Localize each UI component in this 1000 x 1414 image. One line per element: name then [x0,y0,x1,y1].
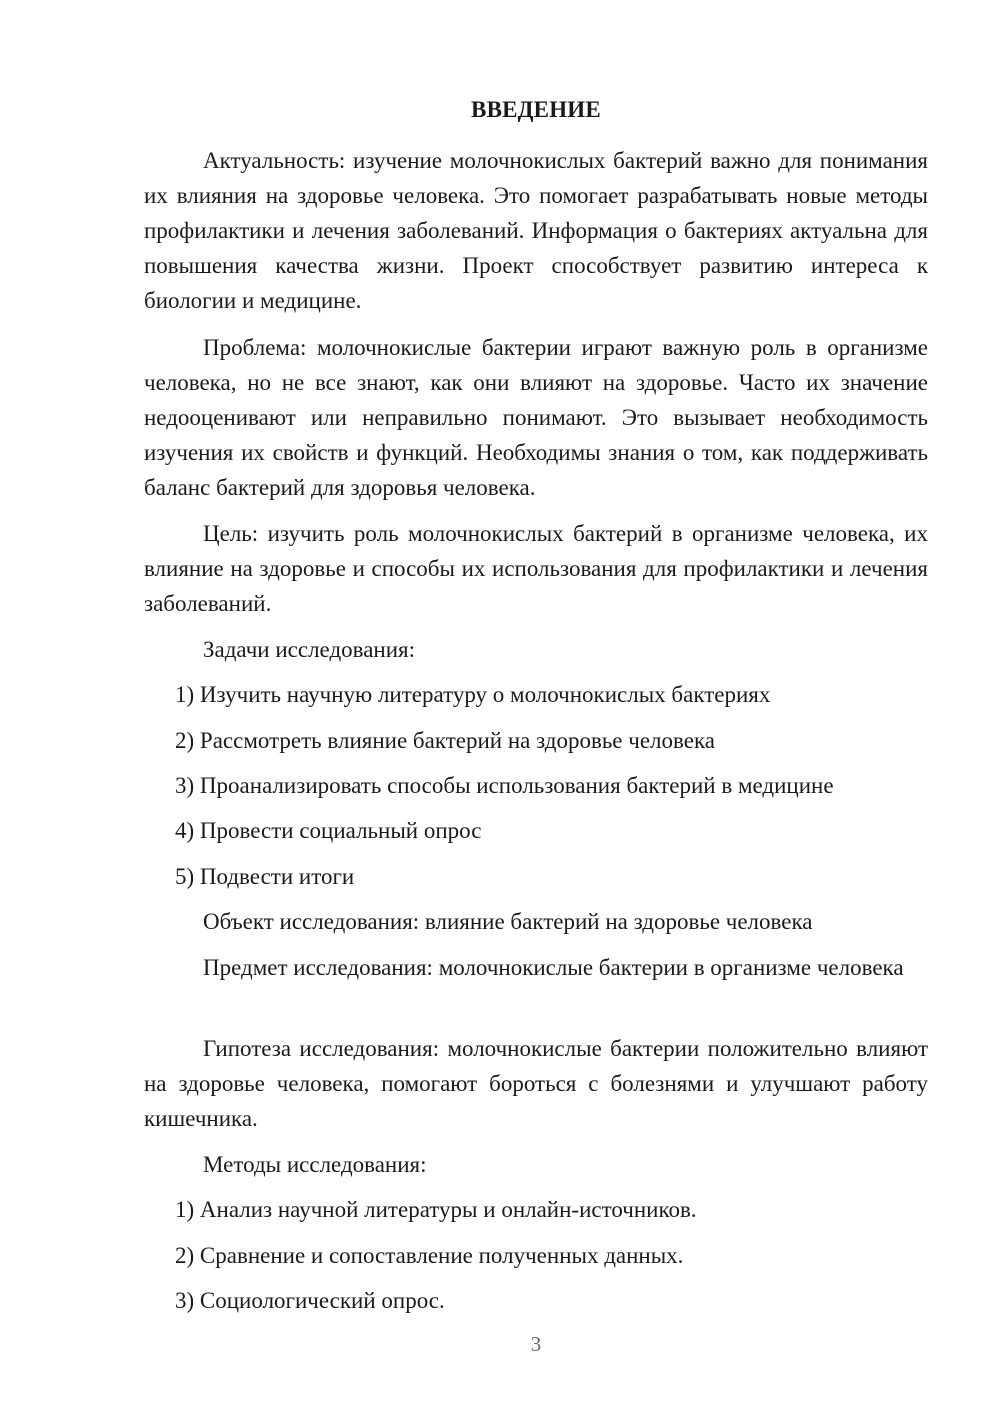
relevance-paragraph: Актуальность: изучение молочнокислых бактерий важно для понимания их влияния на здоровье человека. Это помогает разрабатывать новые методы профилактики и лечения заболеваний. Информация о бактериях актуальна для повышения качества жизни. Проект способствует развитию интереса к биологии и медицине. [144,148,928,313]
task-item-5: 5) Подвести итоги [175,864,355,889]
method-item-1: 1) Анализ научной литературы и онлайн-источников. [175,1197,697,1222]
subject-paragraph: Предмет исследования: молочнокислые бактерии в организме человека [203,955,904,980]
page-title: ВВЕДЕНИЕ [471,97,601,122]
goal-paragraph: Цель: изучить роль молочнокислых бактерий в организме человека, их влияние на здоровье и способы их использования для профилактики и лечения заболеваний. [144,521,928,616]
hypothesis-paragraph: Гипотеза исследования: молочнокислые бактерии положительно влияют на здоровье человека, помогают бороться с болезнями и улучшают работу кишечника. [144,1036,928,1131]
method-item-2: 2) Сравнение и сопоставление полученных данных. [175,1243,684,1268]
tasks-heading: Задачи исследования: [203,637,416,662]
task-item-3: 3) Проанализировать способы использования бактерий в медицине [175,773,834,798]
method-item-3: 3) Социологический опрос. [175,1288,445,1313]
object-paragraph: Объект исследования: влияние бактерий на здоровье человека [203,909,813,934]
task-item-1: 1) Изучить научную литературу о молочнокислых бактериях [175,682,771,707]
task-item-2: 2) Рассмотреть влияние бактерий на здоровье человека [175,728,715,753]
task-item-4: 4) Провести социальный опрос [175,818,482,843]
problem-paragraph: Проблема: молочнокислые бактерии играют важную роль в организме человека, но не все знают, как они влияют на здоровье. Часто их значение недооценивают или неправильно понимают. Это вызывает необходимость изучения их свойств и функций. Необходимы знания о том, как поддерживать баланс бактерий для здоровья человека. [144,335,928,500]
page-number: 3 [530,1332,542,1356]
methods-heading: Методы исследования: [203,1152,427,1177]
